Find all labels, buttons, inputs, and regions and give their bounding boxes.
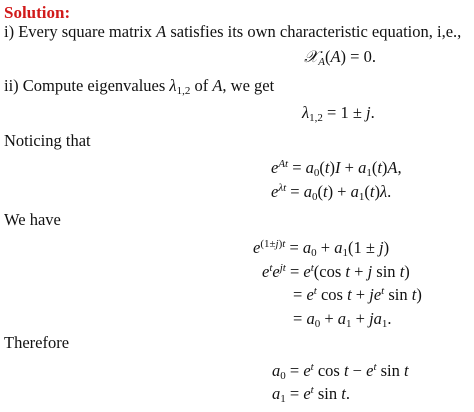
matrix-exponential-equation: $e^{At} = a_0(t)I + a_1(t)A$, (271, 157, 402, 179)
statement-line-1: i) Every square matrix A satisfies its own characteristic equation, i,e., (4, 22, 462, 41)
we-have-equation-3: = $e^t$ $\cos t + je^t$ sin t) (293, 284, 422, 304)
solution-heading: Solution: (4, 3, 71, 22)
scalar-exponential-equation: $e^{\lambda t} = a_0(t) + a_1(t)\lambda$. (271, 181, 392, 203)
eigenvalue-equation: $\lambda_{1,2} = 1 \pm j$. (302, 103, 375, 124)
a0-equation: $a_0 = e^t$ $\cos t - e^t$ sin t (272, 360, 409, 382)
statement-line-3: Noticing that (4, 131, 91, 150)
a1-equation: $a_1 = e^t$ sin t. (272, 383, 350, 405)
statement-line-5: Therefore (4, 333, 70, 352)
characteristic-equation: 𝒳$_A$(A) = 0. (304, 47, 376, 68)
we-have-equation-2: $e^te^{jt} = e^t(\cos$ t + j sin t) (262, 261, 410, 281)
we-have-equation-4: = $a_0 + a_1 + ja_1$. (293, 309, 392, 330)
we-have-equation-1: $e^{(1\pm j)t} = a_0 + a_1(1 \pm j)$ (253, 237, 390, 259)
statement-line-2: ii) Compute eigenvalues $\lambda_{1,2}$ of A, we get (4, 76, 275, 97)
statement-line-4: We have (4, 210, 61, 229)
